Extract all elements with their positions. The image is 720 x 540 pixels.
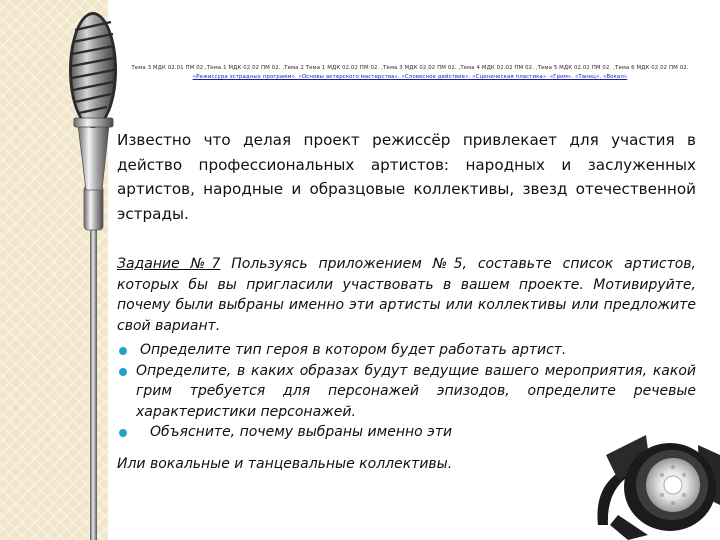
list-item bbox=[117, 361, 696, 423]
list-item-text: Объясните, почему выбраны именно эти bbox=[150, 424, 453, 440]
bullet-icon bbox=[119, 347, 127, 355]
topics-line: Тема 3 МДК 02.01 ПМ 02.,Тема 1 МДК 02.02 ПМ 02. ,Тема 2 Тема 1 МДК 02.02 ПМ 02. ,Тема 3 МДК 02.02 ПМ 02. ,Тема 4 МДК 02.02 ПМ 02. ,Тема 5 МДК 02.02 ПМ 02. ,Тема 6 МДК 02.02 ПМ 02. bbox=[131, 65, 689, 71]
subjects-link[interactable]: «Режиссура эстрадных программ». «Основы актерского мастерства». «Словесное действие». «Сценическая пластика». «Грим». «Танец». «Вокал» bbox=[192, 74, 628, 80]
intro-paragraph: Известно что делая проект режиссёр привлекает для участия в действо профессиональных артистов: народных и заслуженных артистов, народные и образцовые коллективы, звезд отечественной эстрады. bbox=[117, 131, 696, 223]
task-text: Пользуясь приложением №5, составьте список артистов, которых бы вы пригласили участвовать в вашем проекте. Мотивируйте, почему были выбраны именно эти артисты или коллективы или предложите свой вариант. bbox=[117, 256, 696, 334]
list-item bbox=[117, 340, 696, 361]
spotlight-icon bbox=[588, 425, 720, 540]
closing-line: Или вокальные и танцевальные коллективы. bbox=[117, 456, 453, 472]
task-paragraph bbox=[117, 254, 696, 336]
bullet-icon bbox=[119, 429, 127, 437]
task-label: Задание №7 bbox=[117, 256, 221, 272]
header bbox=[110, 64, 710, 82]
bullet-icon bbox=[119, 368, 127, 376]
list-item-text: Определите тип героя в котором будет работать артист. bbox=[140, 342, 567, 358]
list-item-text: Определите, в каких образах будут ведущие вашего мероприятия, какой грим требуется для персонажей эпизодов, определите речевые характеристики персонажей. bbox=[136, 362, 696, 420]
